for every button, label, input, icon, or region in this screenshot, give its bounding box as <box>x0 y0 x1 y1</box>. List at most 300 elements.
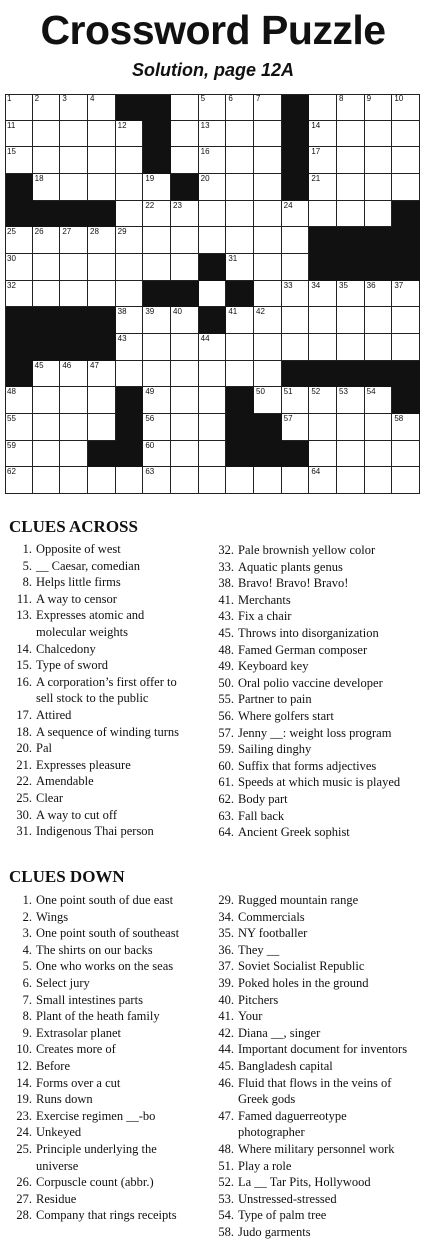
black-square <box>282 147 310 174</box>
grid-square[interactable] <box>309 174 337 201</box>
clue-text: Opposite of west <box>36 542 121 556</box>
clue-text: Pitchers <box>238 992 279 1007</box>
black-square <box>365 254 393 281</box>
grid-square[interactable] <box>199 361 227 388</box>
clue-num: 14. <box>16 641 32 656</box>
clue-item <box>210 1158 407 1175</box>
clue-text: universe <box>36 1158 79 1173</box>
page-subtitle: Solution, page 12A <box>131 60 295 80</box>
grid-square[interactable] <box>254 361 282 388</box>
grid-square[interactable] <box>143 254 171 281</box>
black-square <box>309 361 337 388</box>
clue-num: 58. <box>218 1224 234 1239</box>
clue-number: 9 <box>366 94 372 103</box>
grid-square[interactable] <box>60 94 88 121</box>
clue-number: 42 <box>256 307 265 317</box>
grid-square[interactable] <box>171 94 199 121</box>
grid-square[interactable] <box>33 94 61 121</box>
clue-item <box>210 725 400 742</box>
grid-square[interactable] <box>33 174 61 201</box>
black-square <box>365 361 393 388</box>
grid-square[interactable] <box>337 147 365 174</box>
grid-square[interactable] <box>226 121 254 148</box>
grid-square[interactable] <box>5 441 33 468</box>
clue-text: molecular weights <box>36 624 128 639</box>
clue-num: 8. <box>22 575 32 590</box>
grid-square[interactable] <box>365 441 393 468</box>
grid-square[interactable] <box>88 414 116 441</box>
grid-square[interactable] <box>116 227 144 254</box>
clue-text: A way to cut off <box>36 807 118 822</box>
clue-num: 22. <box>16 774 32 789</box>
grid-square[interactable] <box>254 201 282 228</box>
grid-square[interactable] <box>143 307 171 334</box>
grid-square[interactable] <box>309 121 337 148</box>
grid-square[interactable] <box>337 201 365 228</box>
clue-number: 56 <box>145 414 155 423</box>
grid-square[interactable] <box>392 307 420 334</box>
grid-square[interactable] <box>60 121 88 148</box>
clue-number: 32 <box>7 280 16 290</box>
clue-number: 17 <box>311 147 321 157</box>
grid-square[interactable] <box>226 254 254 281</box>
grid-square[interactable] <box>254 94 282 121</box>
clue-number: 4 <box>90 94 95 103</box>
clue-item <box>8 807 179 824</box>
clues-across-heading: CLUES ACROSS <box>9 517 138 536</box>
grid-square[interactable] <box>60 387 88 414</box>
grid-square[interactable] <box>309 441 337 468</box>
black-square <box>5 334 33 361</box>
black-square <box>5 361 33 388</box>
clue-text: Type of sword <box>36 658 109 673</box>
grid-square[interactable] <box>254 281 282 308</box>
crossword-grid <box>5 94 420 494</box>
clue-item <box>210 675 400 692</box>
grid-square[interactable] <box>171 254 199 281</box>
grid-square[interactable] <box>116 254 144 281</box>
grid-square[interactable] <box>254 121 282 148</box>
grid-square[interactable] <box>171 414 199 441</box>
clue-number: 31 <box>228 254 238 263</box>
black-square <box>365 227 393 254</box>
grid-square[interactable] <box>282 201 310 228</box>
clue-num: 30. <box>16 807 32 822</box>
clue-item <box>8 724 179 741</box>
black-square <box>226 387 254 414</box>
grid-square[interactable] <box>254 387 282 414</box>
clue-number: 12 <box>117 120 127 130</box>
clue-number: 54 <box>366 387 376 397</box>
grid-square[interactable] <box>254 467 282 494</box>
grid-square[interactable] <box>88 147 116 174</box>
clue-text: Where golfers start <box>238 708 334 723</box>
grid-square[interactable] <box>226 201 254 228</box>
clue-num: 47. <box>218 1108 234 1123</box>
grid-square[interactable] <box>171 307 199 334</box>
grid-square[interactable] <box>337 387 365 414</box>
grid-square[interactable] <box>392 414 420 441</box>
clue-num: 32. <box>218 543 234 557</box>
grid-square[interactable] <box>116 174 144 201</box>
clue-num: 49. <box>218 659 234 674</box>
clue-number: 16 <box>200 147 210 157</box>
grid-square[interactable] <box>88 361 116 388</box>
clue-text: Company that rings receipts <box>36 1208 177 1223</box>
grid-square[interactable] <box>282 227 310 254</box>
clue-num: 24. <box>16 1125 32 1140</box>
grid-square[interactable] <box>282 334 310 361</box>
clue-number: 55 <box>7 414 16 423</box>
clue-item <box>210 1224 407 1241</box>
grid-square[interactable] <box>171 334 199 361</box>
clue-item <box>210 925 407 942</box>
grid-square[interactable] <box>392 94 420 121</box>
grid-square[interactable] <box>365 121 393 148</box>
grid-square[interactable] <box>392 174 420 201</box>
grid-square[interactable] <box>143 361 171 388</box>
grid-square[interactable] <box>365 94 393 121</box>
clue-item <box>8 773 179 790</box>
grid-square[interactable] <box>199 414 227 441</box>
grid-square[interactable] <box>143 201 171 228</box>
clue-number: 2 <box>34 94 40 103</box>
grid-square[interactable] <box>309 147 337 174</box>
clue-text: Jenny __: weight loss program <box>238 725 392 740</box>
grid-square[interactable] <box>199 334 227 361</box>
clue-num: 37. <box>218 959 234 974</box>
grid-square[interactable] <box>365 414 393 441</box>
grid-square[interactable] <box>88 121 116 148</box>
clue-number: 57 <box>283 414 293 423</box>
grid-square[interactable] <box>365 307 393 334</box>
grid-square[interactable] <box>116 121 144 148</box>
grid-square[interactable] <box>365 147 393 174</box>
clue-item <box>8 657 179 674</box>
clue-number: 34 <box>311 280 321 290</box>
grid-square[interactable] <box>5 147 33 174</box>
grid-square[interactable] <box>254 334 282 361</box>
clue-num: 18. <box>16 724 32 739</box>
grid-square[interactable] <box>282 254 310 281</box>
grid-square[interactable] <box>5 414 33 441</box>
clue-text: Suffix that forms adjectives <box>238 758 377 773</box>
black-square <box>143 121 171 148</box>
grid-square[interactable] <box>171 201 199 228</box>
clue-number: 14 <box>311 120 321 130</box>
grid-square[interactable] <box>254 174 282 201</box>
grid-square[interactable] <box>33 121 61 148</box>
grid-square[interactable] <box>392 121 420 148</box>
grid-square[interactable] <box>309 334 337 361</box>
grid-square[interactable] <box>337 281 365 308</box>
grid-square[interactable] <box>143 467 171 494</box>
grid-square[interactable] <box>171 147 199 174</box>
clue-item <box>210 542 400 559</box>
grid-square[interactable] <box>226 307 254 334</box>
clue-item <box>210 592 400 609</box>
clue-number: 36 <box>366 280 376 290</box>
clue-item <box>8 1141 179 1158</box>
clue-item <box>8 607 179 624</box>
grid-square[interactable] <box>60 227 88 254</box>
grid-square[interactable] <box>392 441 420 468</box>
grid-square[interactable] <box>116 361 144 388</box>
clue-num: 23. <box>16 1108 32 1123</box>
grid-square[interactable] <box>5 281 33 308</box>
clue-text: Helps little firms <box>36 575 121 590</box>
clue-text: Extrasolar planet <box>36 1025 122 1040</box>
black-square <box>226 414 254 441</box>
clue-item <box>8 624 179 641</box>
clue-number: 60 <box>145 440 155 450</box>
black-square <box>199 307 227 334</box>
grid-square[interactable] <box>33 387 61 414</box>
grid-square[interactable] <box>282 281 310 308</box>
grid-square[interactable] <box>199 281 227 308</box>
grid-square[interactable] <box>33 227 61 254</box>
clue-number: 58 <box>394 414 404 423</box>
grid-square[interactable] <box>226 94 254 121</box>
grid-square[interactable] <box>33 414 61 441</box>
clue-item <box>8 757 179 774</box>
clue-item <box>210 791 400 808</box>
grid-square[interactable] <box>392 281 420 308</box>
black-square <box>33 307 61 334</box>
clue-item <box>8 958 179 975</box>
grid-square[interactable] <box>199 94 227 121</box>
grid-square[interactable] <box>365 174 393 201</box>
black-square <box>337 361 365 388</box>
grid-square[interactable] <box>337 414 365 441</box>
grid-square[interactable] <box>88 94 116 121</box>
clue-item <box>210 909 407 926</box>
grid-square[interactable] <box>337 307 365 334</box>
grid-square[interactable] <box>60 281 88 308</box>
clue-num: 35. <box>218 926 234 941</box>
grid-square[interactable] <box>309 94 337 121</box>
grid-square[interactable] <box>365 201 393 228</box>
grid-square[interactable] <box>88 387 116 414</box>
grid-square[interactable] <box>5 227 33 254</box>
grid-square[interactable] <box>337 467 365 494</box>
grid-square[interactable] <box>365 334 393 361</box>
grid-square[interactable] <box>309 307 337 334</box>
clue-number: 15 <box>7 147 16 157</box>
clue-text: __ Caesar, comedian <box>36 558 140 573</box>
grid-square[interactable] <box>226 147 254 174</box>
black-square <box>116 414 144 441</box>
clue-number: 23 <box>173 200 182 210</box>
clue-text: A sequence of winding turns <box>36 724 180 739</box>
grid-square[interactable] <box>60 441 88 468</box>
grid-square[interactable] <box>88 281 116 308</box>
clue-num: 41. <box>218 1009 234 1024</box>
grid-square[interactable] <box>226 174 254 201</box>
grid-square[interactable] <box>33 281 61 308</box>
grid-square[interactable] <box>143 174 171 201</box>
clue-item <box>8 909 179 926</box>
black-square <box>199 254 227 281</box>
grid-square[interactable] <box>226 361 254 388</box>
grid-square[interactable] <box>60 174 88 201</box>
clue-text: Famed German composer <box>238 642 368 657</box>
grid-square[interactable] <box>143 334 171 361</box>
grid-square[interactable] <box>171 441 199 468</box>
grid-square[interactable] <box>309 281 337 308</box>
clue-num: 25. <box>16 790 32 805</box>
grid-square[interactable] <box>116 201 144 228</box>
grid-square[interactable] <box>143 227 171 254</box>
grid-square[interactable] <box>143 387 171 414</box>
grid-square[interactable] <box>171 227 199 254</box>
clue-item <box>8 707 179 724</box>
grid-square[interactable] <box>33 147 61 174</box>
grid-square[interactable] <box>226 467 254 494</box>
clue-text: Poked holes in the ground <box>238 975 369 990</box>
clue-item <box>210 1124 407 1141</box>
clue-number: 22 <box>145 200 155 210</box>
clue-number: 7 <box>256 94 261 103</box>
clue-number: 49 <box>145 387 155 397</box>
grid-square[interactable] <box>199 387 227 414</box>
clue-text: Expresses pleasure <box>36 757 131 772</box>
grid-square[interactable] <box>116 334 144 361</box>
grid-square[interactable] <box>5 94 33 121</box>
black-square <box>254 414 282 441</box>
grid-square[interactable] <box>143 441 171 468</box>
clue-text: Body part <box>238 791 288 806</box>
grid-square[interactable] <box>199 227 227 254</box>
grid-square[interactable] <box>254 227 282 254</box>
clue-number: 47 <box>90 360 99 370</box>
grid-square[interactable] <box>5 467 33 494</box>
grid-square[interactable] <box>365 387 393 414</box>
grid-square[interactable] <box>254 307 282 334</box>
grid-square[interactable] <box>171 361 199 388</box>
clues-down-heading: CLUES DOWN <box>9 867 125 886</box>
grid-square[interactable] <box>282 414 310 441</box>
clue-num: 46. <box>218 1075 234 1090</box>
clue-num: 17. <box>16 707 32 722</box>
grid-square[interactable] <box>88 254 116 281</box>
grid-square[interactable] <box>392 147 420 174</box>
grid-square[interactable] <box>60 254 88 281</box>
grid-square[interactable] <box>337 121 365 148</box>
clue-item <box>8 1075 179 1092</box>
grid-square[interactable] <box>171 121 199 148</box>
black-square <box>116 387 144 414</box>
clue-item <box>210 1108 407 1125</box>
grid-square[interactable] <box>116 147 144 174</box>
clue-text: Indigenous Thai person <box>36 824 154 839</box>
grid-square[interactable] <box>199 441 227 468</box>
grid-square[interactable] <box>226 227 254 254</box>
clue-text: Unstressed-stressed <box>238 1191 337 1206</box>
grid-square[interactable] <box>365 467 393 494</box>
grid-square[interactable] <box>309 201 337 228</box>
grid-square[interactable] <box>337 174 365 201</box>
clue-item <box>210 958 407 975</box>
grid-square[interactable] <box>116 307 144 334</box>
grid-square[interactable] <box>337 441 365 468</box>
clue-item <box>8 942 179 959</box>
grid-square[interactable] <box>88 227 116 254</box>
grid-square[interactable] <box>199 201 227 228</box>
grid-square[interactable] <box>88 467 116 494</box>
grid-square[interactable] <box>5 387 33 414</box>
grid-square[interactable] <box>282 307 310 334</box>
black-square <box>226 441 254 468</box>
clue-item <box>8 1025 179 1042</box>
grid-square[interactable] <box>309 387 337 414</box>
grid-square[interactable] <box>143 414 171 441</box>
grid-square[interactable] <box>60 414 88 441</box>
clue-number: 30 <box>7 254 16 263</box>
clue-num: 16. <box>16 674 32 689</box>
grid-square[interactable] <box>392 334 420 361</box>
clue-number: 3 <box>62 94 67 103</box>
grid-square[interactable] <box>171 387 199 414</box>
grid-square[interactable] <box>337 334 365 361</box>
grid-square[interactable] <box>5 254 33 281</box>
grid-square[interactable] <box>199 174 227 201</box>
black-square <box>33 201 61 228</box>
clue-text: Creates more of <box>36 1042 116 1057</box>
grid-square[interactable] <box>309 467 337 494</box>
clue-text: Chalcedony <box>36 641 96 656</box>
black-square <box>5 174 33 201</box>
grid-square[interactable] <box>33 254 61 281</box>
clue-num: 48. <box>218 642 234 657</box>
grid-square[interactable] <box>60 147 88 174</box>
grid-square[interactable] <box>5 121 33 148</box>
grid-square[interactable] <box>226 334 254 361</box>
grid-square[interactable] <box>116 467 144 494</box>
clue-num: 59. <box>218 742 234 757</box>
grid-square[interactable] <box>282 387 310 414</box>
grid-square[interactable] <box>254 147 282 174</box>
grid-square[interactable] <box>254 254 282 281</box>
grid-square[interactable] <box>33 361 61 388</box>
grid-square[interactable] <box>88 174 116 201</box>
grid-square[interactable] <box>199 467 227 494</box>
clue-item <box>8 541 179 558</box>
grid-square[interactable] <box>199 121 227 148</box>
grid-square[interactable] <box>116 281 144 308</box>
grid-square[interactable] <box>60 361 88 388</box>
grid-square[interactable] <box>309 414 337 441</box>
clue-text: Ancient Greek sophist <box>238 825 350 840</box>
grid-square[interactable] <box>282 467 310 494</box>
clue-item <box>210 1075 407 1092</box>
grid-square[interactable] <box>365 281 393 308</box>
grid-square[interactable] <box>33 441 61 468</box>
clue-number: 59 <box>7 440 16 450</box>
clue-item <box>8 1158 179 1175</box>
grid-square[interactable] <box>392 467 420 494</box>
grid-square[interactable] <box>337 94 365 121</box>
grid-square[interactable] <box>171 467 199 494</box>
clue-text: Oral polio vaccine developer <box>238 675 383 690</box>
clue-item <box>8 1174 179 1191</box>
clue-text: Keyboard key <box>238 659 309 674</box>
grid-square[interactable] <box>33 467 61 494</box>
clue-num: 42. <box>218 1025 234 1040</box>
grid-square[interactable] <box>199 147 227 174</box>
grid-square[interactable] <box>60 467 88 494</box>
clue-item <box>8 1124 179 1141</box>
